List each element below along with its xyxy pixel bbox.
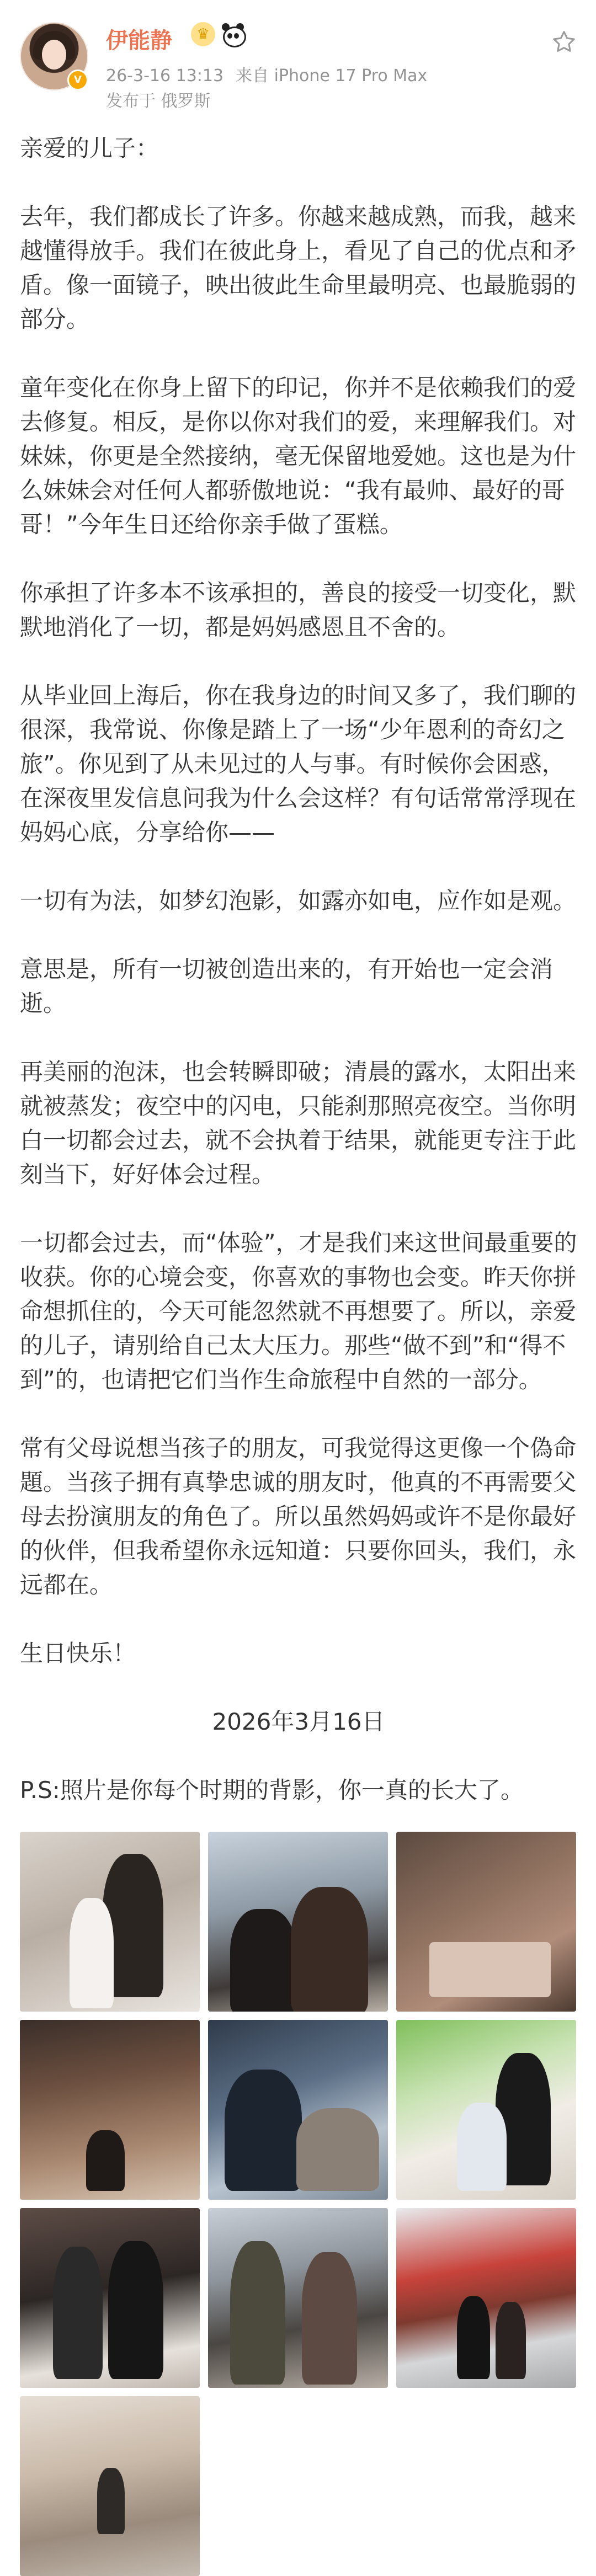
photo-7[interactable] <box>20 2208 200 2388</box>
paragraph: 常有父母说想当孩子的朋友，可我觉得这更像一个偽命題。当孩子拥有真挚忠诚的朋友时，他真的不再需要父母去扮演朋友的角色了。所以虽然妈妈或许不是你最好的伙伴，但我希望你永远知道：只要你回头，我们，永远都在。 <box>20 1434 577 1598</box>
paragraph: 去年，我们都成长了许多。你越来越成熟，而我，越来越懂得放手。我们在彼此身上，看见了自己的优点和矛盾。像一面镜子，映出彼此生命里最明亮、也最脆弱的部分。 <box>20 203 577 333</box>
panda-icon <box>221 22 245 46</box>
paragraph: 生日快乐！ <box>20 1640 136 1667</box>
postscript: P.S:照片是你每个时期的背影，你一真的长大了。 <box>20 1777 524 1804</box>
post-meta <box>106 62 439 86</box>
user-badges <box>191 22 245 46</box>
paragraph: 意思是，所有一切被创造出来的，有开始也一定会消逝。 <box>20 956 554 1017</box>
post-time: 26-3-16 13:13 <box>106 66 224 86</box>
post-location: 发布于 俄罗斯 <box>106 92 211 111</box>
photo-1[interactable] <box>20 1832 200 2012</box>
post-source: 来自 iPhone 17 Pro Max <box>236 66 428 86</box>
paragraph: 一切都会过去，而“体验”，才是我们来这世间最重要的收获。你的心境会变，你喜欢的事物也会变。昨天你拼命想抓住的，今天可能忽然就不再想要了。所以，亲爱的儿子，请别给自己太大压力。那些“做不到”和“得不到”的，也请把它们当作生命旅程中自然的一部分。 <box>20 1229 577 1393</box>
photo-8[interactable] <box>208 2208 388 2388</box>
username[interactable]: 伊能静 <box>106 28 172 54</box>
post-header <box>0 0 596 132</box>
paragraph: 你承担了许多本不该承担的，善良的接受一切变化，默默地消化了一切，都是妈妈感恩且不舍的。 <box>20 579 577 641</box>
photo-10[interactable] <box>20 2396 200 2576</box>
photo-9[interactable] <box>396 2208 576 2388</box>
crown-icon: ♛ <box>191 22 215 46</box>
star-outline-icon[interactable] <box>551 29 577 55</box>
paragraph: 再美丽的泡沫，也会转瞬即破；清晨的露水，太阳出来就被蒸发；夜空中的闪电，只能刹那照亮夜空。当你明白一切都会过去，就不会执着于结果，就能更专注于此刻当下，好好体会过程。 <box>20 1058 577 1188</box>
photo-2[interactable] <box>208 1832 388 2012</box>
avatar[interactable] <box>20 22 88 90</box>
paragraph: 一切有为法，如梦幻泡影，如露亦如电，应作如是观。 <box>20 887 577 914</box>
verified-icon: V <box>67 70 88 90</box>
letter-date: 2026年3月16日 <box>212 1708 385 1735</box>
photo-3[interactable] <box>396 1832 576 2012</box>
paragraph: 童年变化在你身上留下的印记，你并不是依赖我们的爱去修复。相反，是你以你对我们的爱，来理解我们。对妹妹，你更是全然接纳，毫无保留地爱她。这也是为什么妹妹会对任何人都骄傲地说：“我有最帅、最好的哥哥！”今年生日还给你亲手做了蛋糕。 <box>20 374 577 538</box>
post-content <box>20 131 577 1807</box>
photo-5[interactable] <box>208 2020 388 2200</box>
greeting: 亲爱的儿子： <box>20 135 159 162</box>
photo-4[interactable] <box>20 2020 200 2200</box>
photo-6[interactable] <box>396 2020 576 2200</box>
paragraph: 从毕业回上海后，你在我身边的时间又多了，我们聊的很深，我常说、你像是踏上了一场“少年恩利的奇幻之旅”。你见到了从未见过的人与事。有时候你会困惑，在深夜里发信息问我为什么会这样？有句话常常浮现在妈妈心底，分享给你—— <box>20 682 577 846</box>
